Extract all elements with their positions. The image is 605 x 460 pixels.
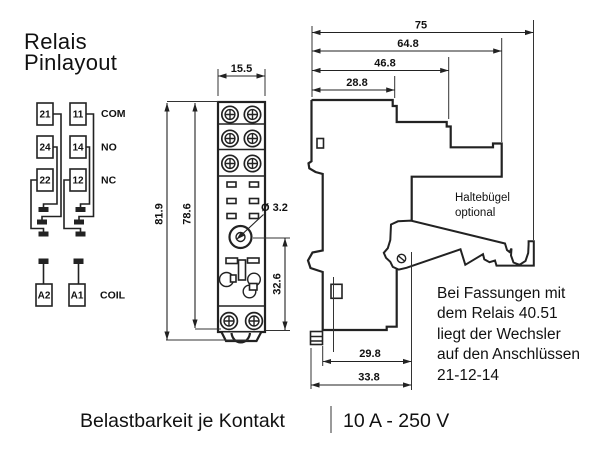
- pin-11: 11: [72, 109, 84, 121]
- pin-21: 21: [39, 109, 51, 121]
- label-no: NO: [101, 141, 117, 154]
- contact-symbol: [39, 207, 49, 212]
- front-view: [218, 102, 265, 342]
- page-title-line1: Relais: [24, 29, 87, 54]
- side-hole-bottom: [331, 284, 342, 298]
- contact-symbol: [37, 220, 47, 225]
- page-title-line2: Pinlayout: [24, 50, 118, 75]
- retaining-clip: [384, 221, 534, 270]
- footer-rating-value: 10 A - 250 V: [343, 410, 450, 432]
- pin-24: 24: [39, 142, 51, 154]
- clip-outline: [384, 221, 534, 270]
- label-com: COM: [101, 108, 126, 120]
- dim-base-outer: 33.8: [358, 371, 380, 384]
- note-line: dem Relais 40.51: [437, 305, 558, 323]
- side-terminal-block: [311, 332, 323, 345]
- pin-a2: A2: [37, 290, 51, 302]
- clip-note-line2: optional: [455, 207, 496, 219]
- label-coil: COIL: [100, 289, 126, 302]
- contact-symbol: [76, 207, 86, 212]
- note-line: 21-12-14: [437, 366, 500, 384]
- dim-depth-total: 75: [414, 19, 428, 32]
- note-line: auf den Anschlüssen: [437, 346, 581, 364]
- contact-symbol: [39, 232, 49, 237]
- label-nc: NC: [101, 174, 117, 187]
- clip-note-line1: Haltebügel: [455, 192, 510, 204]
- front-view-dimensions: [154, 63, 291, 340]
- dim-depth-step3: 28.8: [346, 77, 368, 89]
- coil-symbol: [74, 259, 84, 265]
- dim-base-inner: 29.8: [359, 348, 381, 360]
- dim-height-body: 78.6: [181, 203, 194, 225]
- front-bottom-tab: [222, 333, 261, 343]
- front-slots: [227, 182, 259, 219]
- pin-a1: A1: [70, 290, 84, 302]
- note-line: Bei Fassungen mit: [437, 285, 566, 302]
- footer-rating-label: Belastbarkeit je Kontakt: [80, 410, 285, 432]
- contact-symbol: [76, 232, 86, 237]
- relay-note: [437, 284, 597, 386]
- note-line: liegt der Wechsler: [437, 325, 561, 343]
- footer-divider: [330, 406, 332, 433]
- dim-lower-section: 32.6: [271, 273, 284, 295]
- dim-hole-diameter: Ø 3.2: [261, 202, 288, 214]
- dim-depth-step2: 46.8: [374, 57, 396, 70]
- pin-22: 22: [39, 175, 51, 187]
- pin-12: 12: [72, 175, 84, 187]
- dim-depth-step1: 64.8: [397, 38, 419, 50]
- dim-height-total: 81.9: [153, 203, 166, 225]
- dim-front-width: 15.5: [230, 63, 253, 75]
- contact-symbol: [74, 220, 84, 225]
- pin-schematic: [31, 103, 126, 306]
- front-keying: [220, 258, 261, 298]
- pin-14: 14: [72, 142, 84, 154]
- mounting-hole-center: [236, 233, 245, 242]
- side-hole-top: [317, 139, 324, 149]
- coil-symbol: [39, 259, 49, 265]
